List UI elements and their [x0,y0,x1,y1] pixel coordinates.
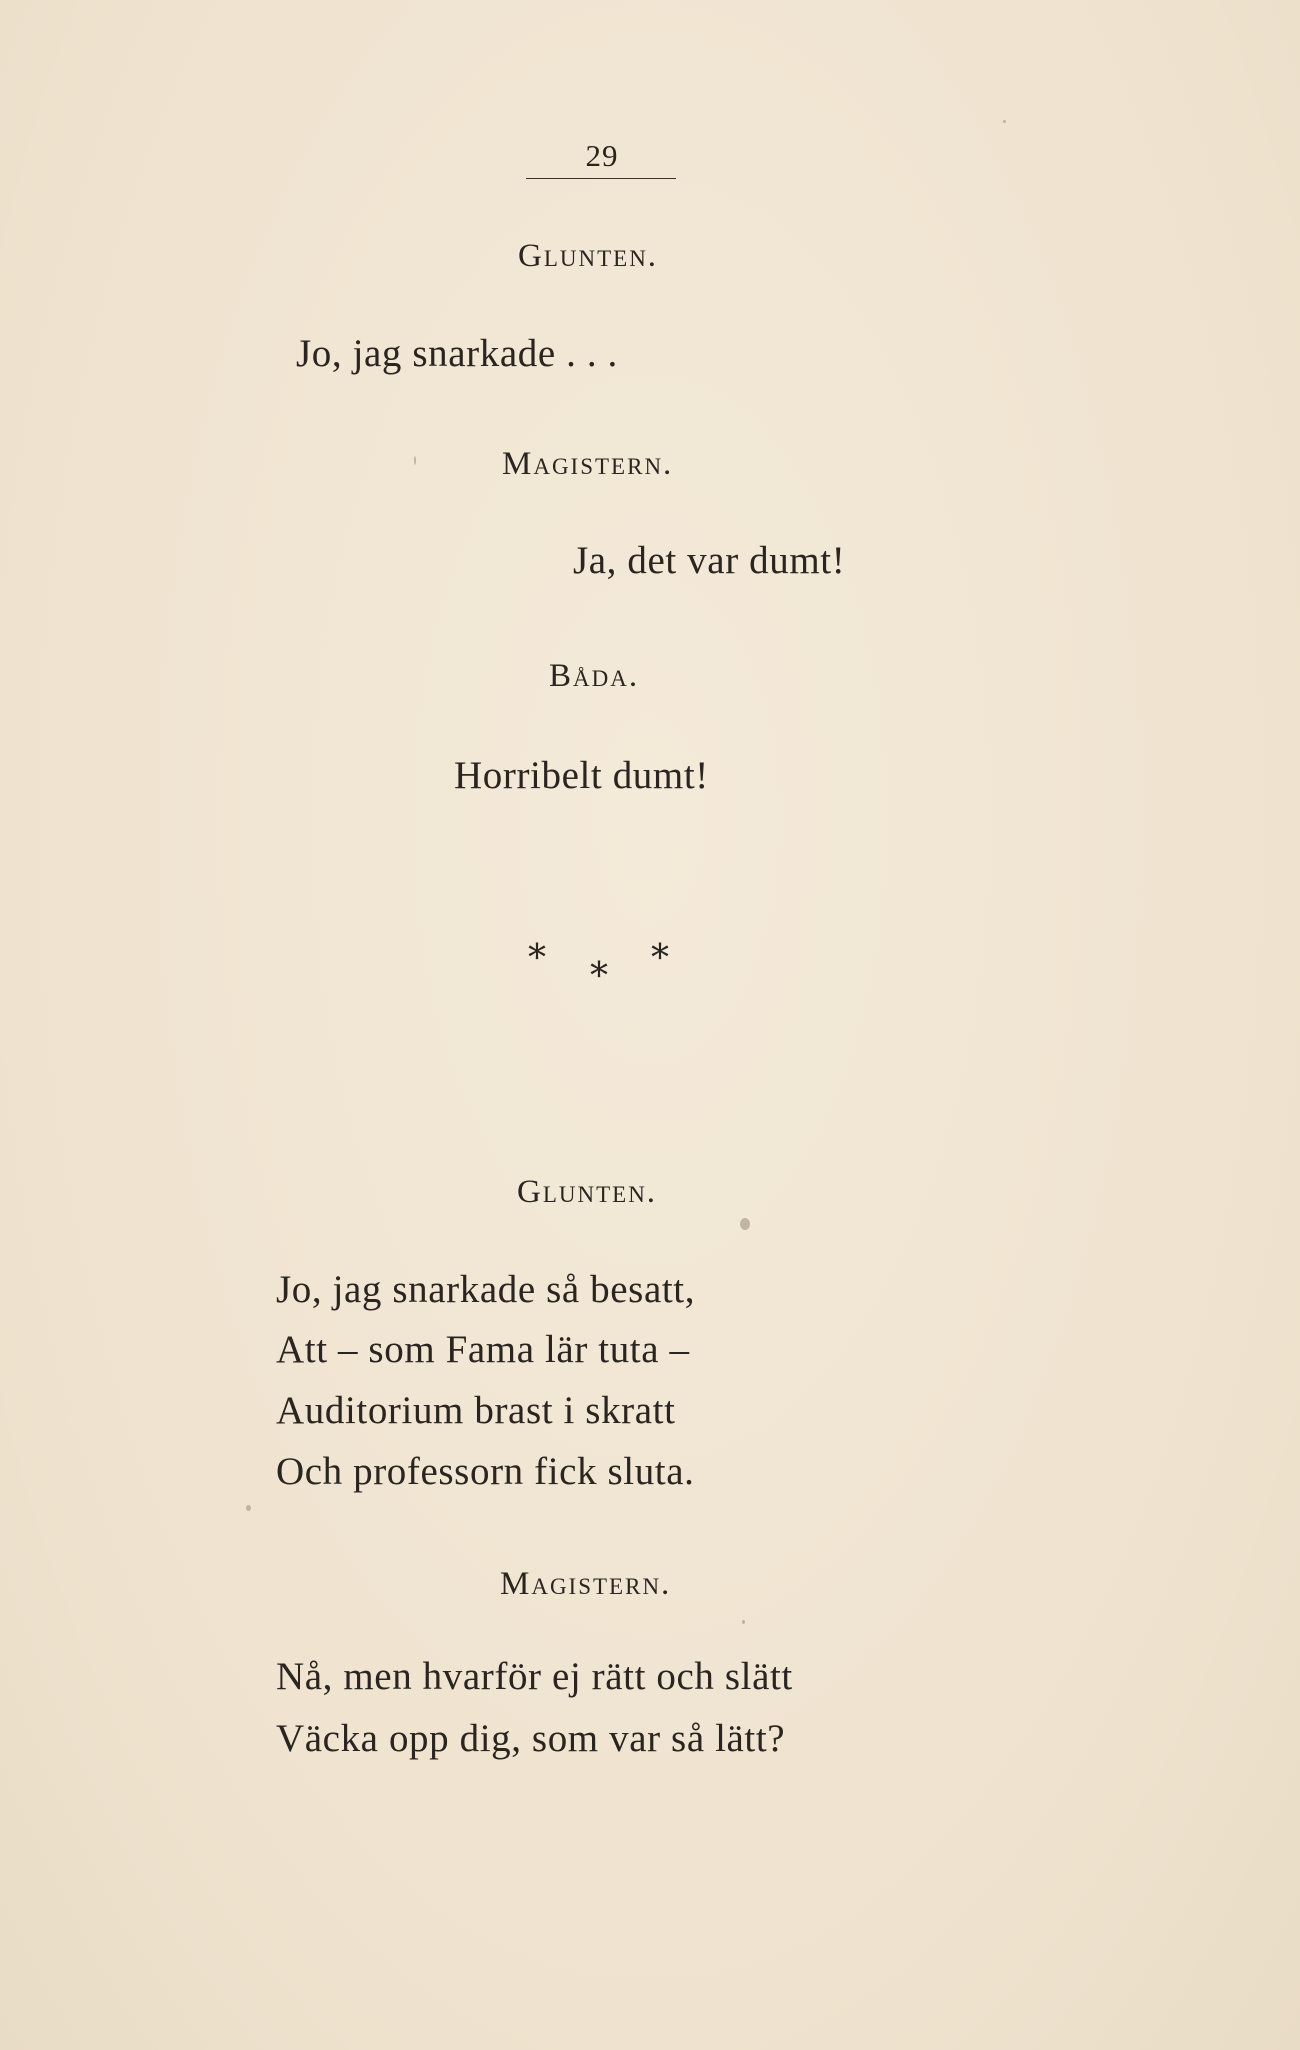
asterism-star: * [651,938,669,979]
paper-speck [1003,120,1006,123]
verse-line: Väcka opp dig, som var så lätt? [276,1717,786,1760]
page-number-rule [526,178,676,179]
verse-line: Och professorn fick sluta. [276,1450,695,1493]
speaker-magistern: Magistern. [502,446,674,482]
speaker-magistern: Magistern. [500,1566,672,1602]
page-number: 29 [585,138,619,173]
speaker-bada: Båda. [549,658,640,694]
asterism-star: * [528,938,546,979]
verse-line: Att – som Fama lär tuta – [276,1328,690,1371]
paper-speck [742,1620,745,1624]
speaker-glunten: Glunten. [518,238,659,274]
verse-line: Auditorium brast i skratt [276,1389,676,1432]
verse-line: Jo, jag snarkade så besatt, [276,1268,696,1311]
dialogue-line: Ja, det var dumt! [573,539,846,582]
speaker-glunten: Glunten. [517,1174,658,1210]
asterism-star: * [590,956,608,997]
paper-speck [414,456,416,465]
verse-line: Nå, men hvarför ej rätt och slätt [276,1655,793,1698]
paper-speck [740,1218,750,1230]
dialogue-line: Jo, jag snarkade . . . [296,332,618,375]
paper-speck [246,1505,251,1511]
dialogue-line: Horribelt dumt! [454,754,709,797]
